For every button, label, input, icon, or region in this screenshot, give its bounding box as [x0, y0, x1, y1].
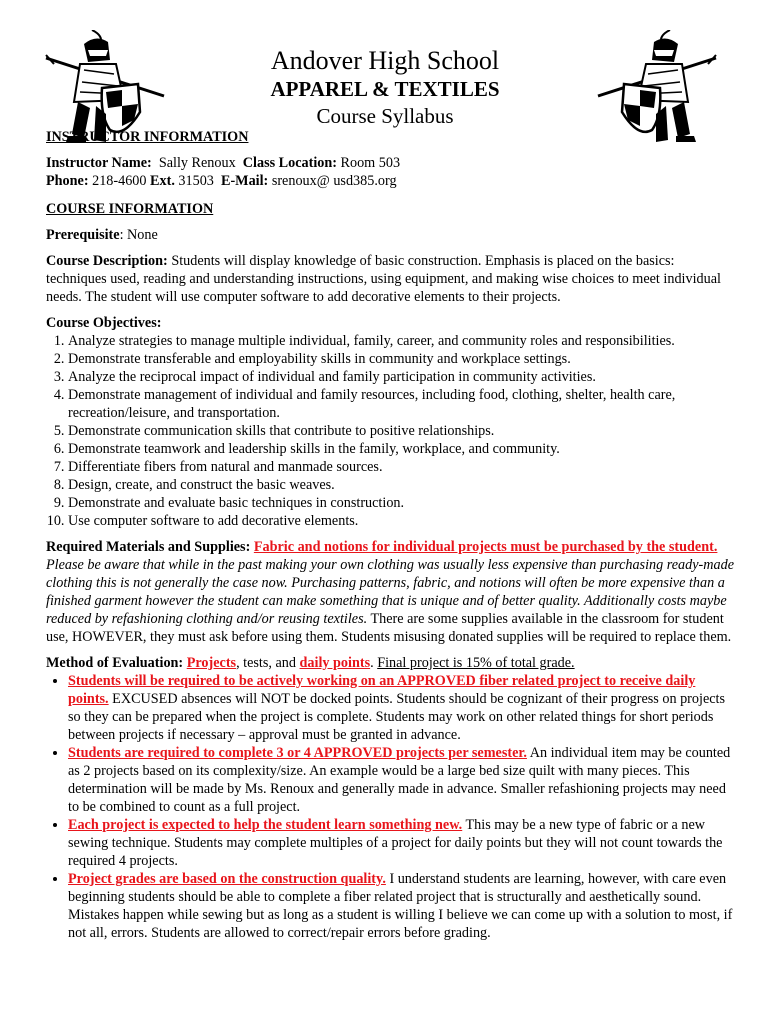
evaluation-bullet: [68, 870, 736, 942]
bullet-text: An individual item may be counted as 2 projects based on its complexity/size. An example would be a large bed size quilt with many pieces. This determination will be made by Ms. Renoux and generally made in advance. Smaller refashioning projects may need to be combined to count as a full project.: [68, 745, 731, 815]
course-objectives-list: [46, 332, 736, 530]
bullet-red-text: Each project is expected to help the student learn something new.: [68, 817, 463, 833]
evaluation-mid-text: , tests, and: [236, 655, 300, 671]
evaluation-bullets: [46, 672, 736, 942]
instructor-section-title: INSTRUCTOR INFORMATION: [46, 129, 249, 145]
course-description-text: Students will display knowledge of basic construction. Emphasis is placed on the basics: techniques used, reading and understanding instructions, using equipment, and making wise choices to meet individual needs. The student will use computer software to add decorative elements to their projects.: [46, 253, 721, 305]
evaluation-bullet: [68, 744, 736, 816]
materials-label: Required Materials and Supplies:: [46, 539, 251, 555]
course-objectives-heading: Course Objectives:: [46, 315, 162, 331]
bullet-red-text: Project grades are based on the construction quality.: [68, 871, 386, 887]
objective-item: 4. Demonstrate management of individual and family resources, including food, clothing, shelter, health care, recreation/leisure, and transportation.: [68, 386, 736, 422]
email-label: E-Mail:: [220, 173, 269, 189]
instructor-name-label: Instructor Name:: [46, 155, 152, 171]
objective-item: 3. Analyze the reciprocal impact of individual and family participation in community activities.: [68, 368, 736, 386]
objective-item: 6. Demonstrate teamwork and leadership skills in the family, workplace, and community.: [68, 440, 736, 458]
evaluation-period: .: [370, 655, 378, 671]
instructor-name: Sally Renoux: [158, 155, 236, 171]
class-location: Room 503: [340, 155, 401, 171]
ext-label: Ext.: [150, 173, 175, 189]
email-address: srenoux@ usd385.org: [271, 173, 397, 189]
course-section-title: COURSE INFORMATION: [46, 201, 214, 217]
evaluation-label: Method of Evaluation:: [46, 655, 184, 671]
phone-label: Phone:: [46, 173, 89, 189]
course-description-label: Course Description:: [46, 253, 168, 269]
bullet-red-text: Students will be required to be actively working on an APPROVED fiber related project to receive daily points.: [68, 673, 696, 707]
materials-cost-note: Please be aware that while in the past making your own clothing was usually less expensive than purchasing ready-made clothing this is not generally the case now. Purchasing patterns, fabric, and notions will often be more expensive than a finished garment however the student can make something that is unique and of better quality. Additionally costs maybe reduced by refashioning clothing and/or reusing textiles.: [46, 557, 734, 627]
objective-item: 1. Analyze strategies to manage multiple individual, family, career, and community roles and responsibilities.: [68, 332, 736, 350]
materials-supplies-note: There are some supplies available in the classroom for student use, HOWEVER, they must ask before using them. Students misusing donated supplies will be required to replace them.: [46, 611, 732, 645]
school-name: Andover High School: [270, 46, 500, 75]
evaluation-daily-points: daily points: [299, 655, 371, 671]
instructor-line-2: [46, 172, 736, 190]
required-materials: [46, 538, 736, 646]
class-location-label: Class Location:: [242, 155, 337, 171]
instructor-line-1: [46, 154, 736, 172]
bullet-text: EXCUSED absences will NOT be docked points. Students should be cognizant of their progress on projects so they can be prepared when the project is complete. Students may work on other related things for short periods between projects if necessary – approval must be granted in advance.: [68, 691, 726, 743]
objective-item: 2. Demonstrate transferable and employability skills in community and workplace settings.: [68, 350, 736, 368]
objective-item: 9. Demonstrate and evaluate basic techniques in construction.: [68, 494, 736, 512]
bullet-text: This may be a new type of fabric or a new sewing technique. Students may complete multiples of a project for daily points but they will not count towards the required 4 projects.: [68, 817, 723, 869]
course-objectives-label: [46, 314, 736, 332]
document-type: Course Syllabus: [316, 104, 454, 128]
document-header: [0, 46, 770, 130]
final-project-weight: Final project is 15% of total grade.: [377, 655, 575, 671]
bullet-text: I understand students are learning, however, with care even beginning students should be able to complete a fiber related project that is structurally and aesthetically sound. Mistakes happen while sewing but as long as a student is willing I believe we can come up with a solution to most, if not all, errors. Students are allowed to correct/repair errors before grading.: [68, 871, 733, 941]
materials-purchase-notice: Fabric and notions for individual projects must be purchased by the student.: [253, 539, 718, 555]
prerequisite: [46, 226, 736, 244]
objective-item: 10. Use computer software to add decorative elements.: [68, 512, 736, 530]
evaluation-bullet: [68, 672, 736, 744]
objective-item: 8. Design, create, and construct the basic weaves.: [68, 476, 736, 494]
objective-item: 7. Differentiate fibers from natural and manmade sources.: [68, 458, 736, 476]
objective-item: 5. Demonstrate communication skills that contribute to positive relationships.: [68, 422, 736, 440]
evaluation-projects: Projects: [186, 655, 237, 671]
ext-number: 31503: [178, 173, 214, 189]
prerequisite-value: : None: [119, 227, 158, 243]
bullet-red-text: Students are required to complete 3 or 4 APPROVED projects per semester.: [68, 745, 527, 761]
evaluation-method: [46, 654, 736, 672]
course-description: [46, 252, 736, 306]
evaluation-bullet: [68, 816, 736, 870]
course-title: APPAREL & TEXTILES: [270, 77, 500, 101]
syllabus-body: [46, 128, 736, 942]
prerequisite-label: Prerequisite: [46, 227, 120, 243]
phone-number: 218-4600: [92, 173, 147, 189]
